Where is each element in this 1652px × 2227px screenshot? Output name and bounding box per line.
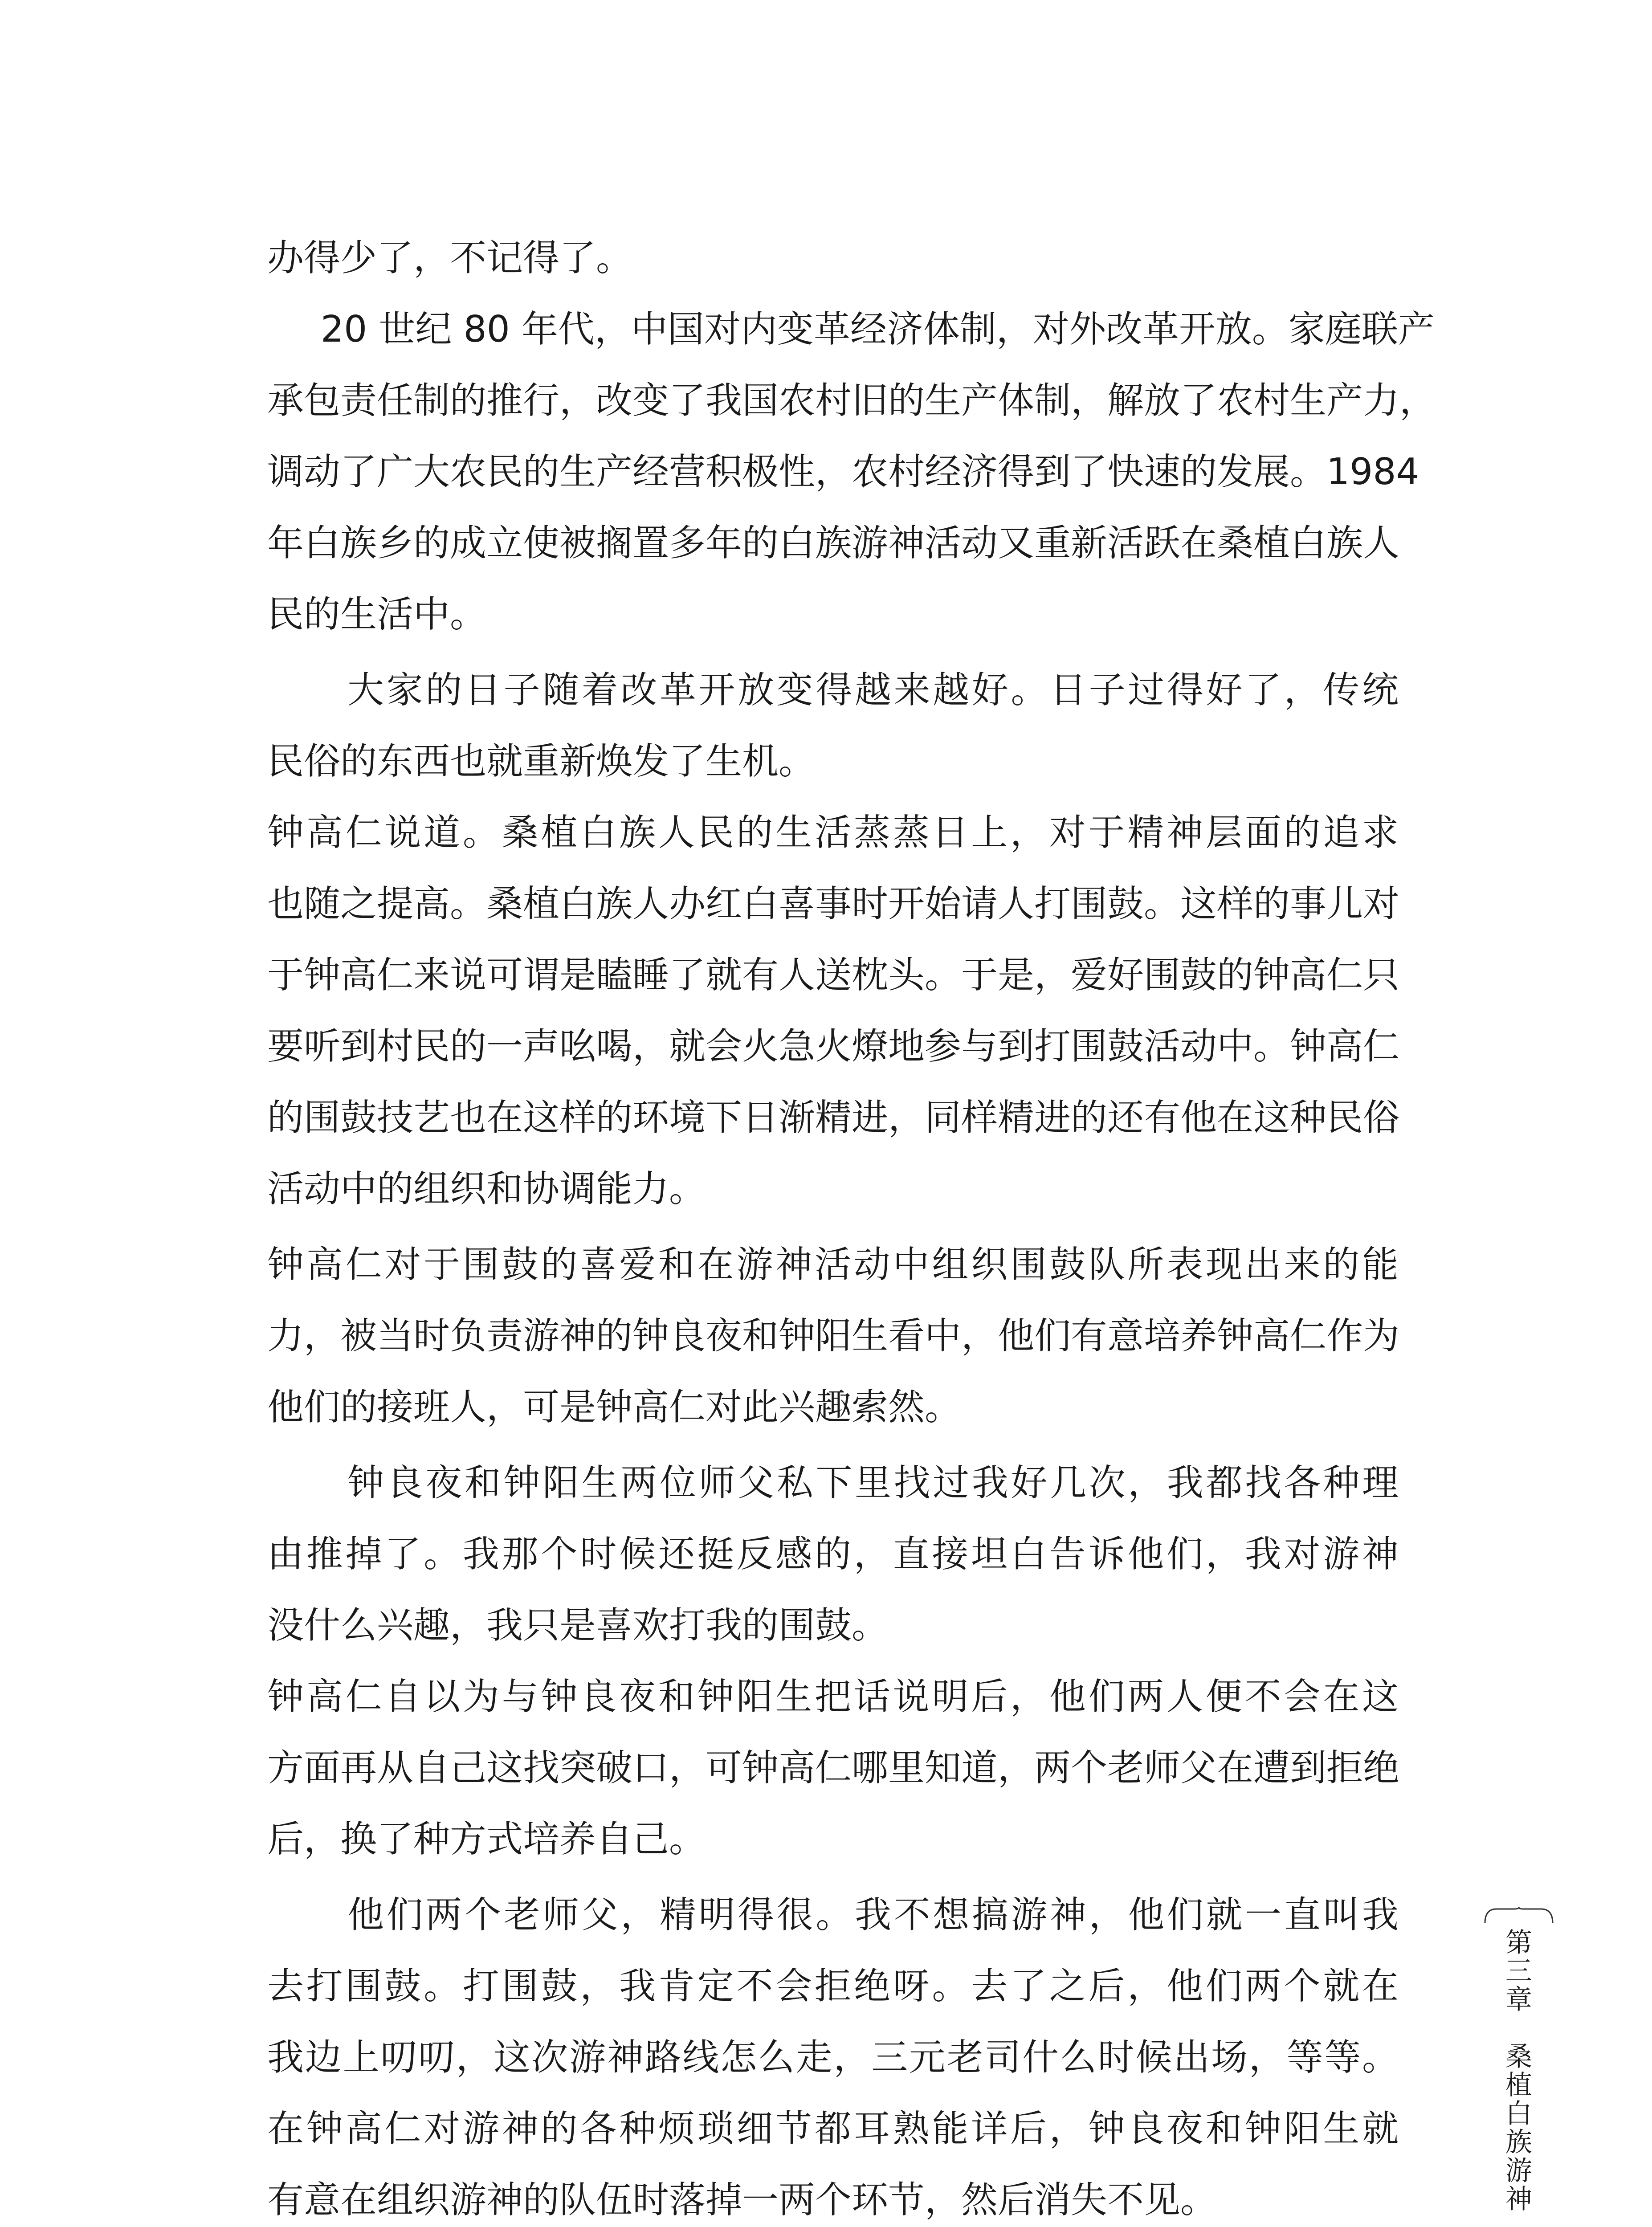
quote-line: 民俗的东西也就重新焕发了生机。 bbox=[267, 740, 816, 783]
chapter-char: 章 bbox=[1505, 1984, 1532, 2015]
body-line: 年白族乡的成立使被搁置多年的白族游神活动又重新活跃在桑植白族人 bbox=[267, 522, 1400, 564]
quote-line: 钟良夜和钟阳生两位师父私下里找过我好几次，我都找各种理 bbox=[347, 1462, 1399, 1504]
bracket-top-icon bbox=[1483, 1906, 1554, 1924]
body-line: 调动了广大农民的生产经营积极性，农村经济得到了快速的发展。1984 bbox=[267, 451, 1419, 493]
quote-line: 去打围鼓。打围鼓，我肯定不会拒绝呀。去了之后，他们两个就在 bbox=[267, 1965, 1399, 2007]
body-line: 承包责任制的推行，改变了我国农村旧的生产体制，解放了农村生产力， bbox=[267, 379, 1436, 422]
body-line: 也随之提高。桑植白族人办红白喜事时开始请人打围鼓。这样的事儿对 bbox=[267, 883, 1400, 925]
quote-line: 办得少了，不记得了。 bbox=[267, 237, 633, 279]
chapter-title-char: 族 bbox=[1505, 2127, 1532, 2158]
chapter-char: 第 bbox=[1505, 1927, 1532, 1958]
quote-line: 由推掉了。我那个时候还挺反感的，直接坦白告诉他们，我对游神 bbox=[267, 1533, 1399, 1575]
body-line: 在钟高仁对游神的各种烦琐细节都耳熟能详后，钟良夜和钟阳生就 bbox=[267, 2108, 1399, 2150]
body-line: 活动中的组织和协调能力。 bbox=[267, 1168, 706, 1210]
chapter-title-char: 游 bbox=[1505, 2155, 1532, 2186]
body-line: 民的生活中。 bbox=[267, 593, 487, 636]
chapter-side-marker bbox=[1483, 1906, 1554, 2227]
quote-line: 他们两个老师父，精明得很。我不想搞游神，他们就一直叫我 bbox=[347, 1894, 1399, 1936]
body-line: 要听到村民的一声吆喝，就会火急火燎地参与到打围鼓活动中。钟高仁 bbox=[267, 1025, 1400, 1068]
chapter-title-char: 桑 bbox=[1505, 2041, 1532, 2072]
body-line: 后，换了种方式培养自己。 bbox=[267, 1818, 706, 1860]
quote-line: 我边上叨叨，这次游神路线怎么走，三元老司什么时候出场，等等。 bbox=[267, 2036, 1399, 2079]
quote-line: 没什么兴趣，我只是喜欢打我的围鼓。 bbox=[267, 1604, 889, 1647]
chapter-label bbox=[1483, 1929, 1554, 2214]
body-line: 于钟高仁来说可谓是瞌睡了就有人送枕头。于是，爱好围鼓的钟高仁只 bbox=[267, 954, 1400, 996]
body-line: 钟高仁自以为与钟良夜和钟阳生把话说明后，他们两人便不会在这 bbox=[267, 1676, 1399, 1718]
body-line: 钟高仁说道。桑植白族人民的生活蒸蒸日上，对于精神层面的追求 bbox=[267, 812, 1399, 854]
body-line: 的围鼓技艺也在这样的环境下日渐精进，同样精进的还有他在这种民俗 bbox=[267, 1097, 1400, 1139]
body-line: 20 世纪 80 年代，中国对内变革经济体制，对外改革开放。家庭联产 bbox=[321, 308, 1435, 351]
body-line: 方面再从自己这找突破口，可钟高仁哪里知道，两个老师父在遭到拒绝 bbox=[267, 1747, 1400, 1789]
chapter-title-char: 神 bbox=[1505, 2184, 1532, 2215]
body-line: 他们的接班人，可是钟高仁对此兴趣索然。 bbox=[267, 1386, 962, 1428]
chapter-char: 三 bbox=[1505, 1956, 1532, 1987]
body-line: 力，被当时负责游神的钟良夜和钟阳生看中，他们有意培养钟高仁作为 bbox=[267, 1315, 1400, 1357]
body-line: 钟高仁对于围鼓的喜爱和在游神活动中组织围鼓队所表现出来的能 bbox=[267, 1244, 1399, 1286]
body-line: 有意在组织游神的队伍时落掉一两个环节，然后消失不见。 bbox=[267, 2179, 1217, 2221]
quote-line: 大家的日子随着改革开放变得越来越好。日子过得好了，传统 bbox=[347, 669, 1399, 711]
chapter-title-char: 白 bbox=[1505, 2098, 1532, 2129]
chapter-title-char: 植 bbox=[1505, 2070, 1532, 2101]
